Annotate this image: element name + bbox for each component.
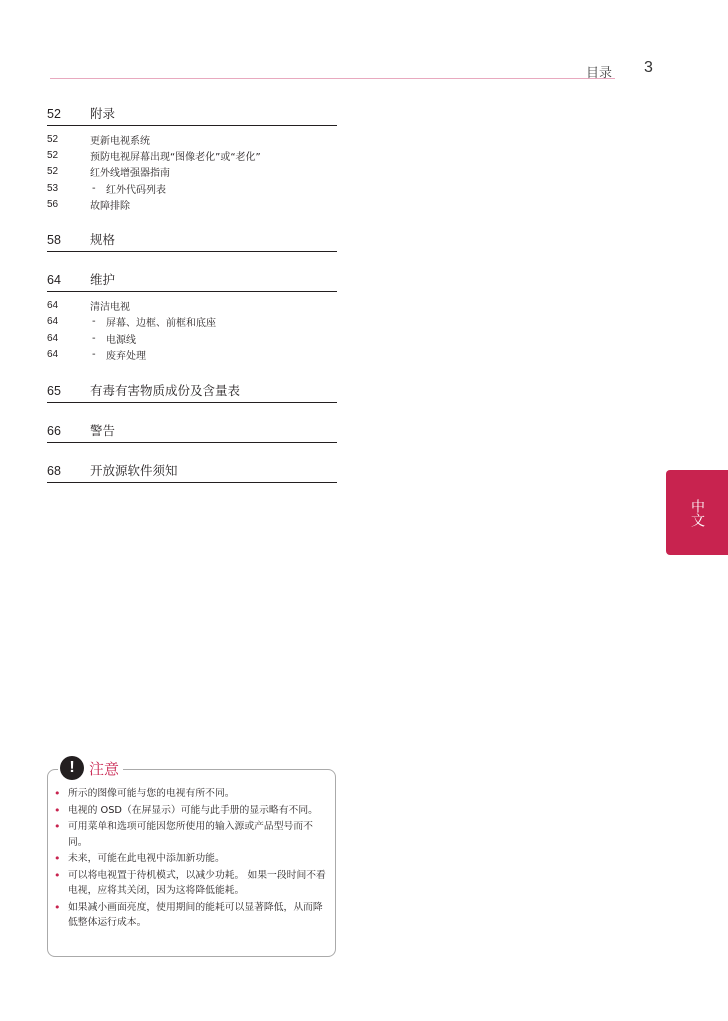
- toc-entry-page: 64: [47, 316, 59, 328]
- note-header: [58, 756, 123, 780]
- toc-entry-page: 52: [47, 133, 59, 145]
- toc-section-title: 规格: [90, 232, 116, 248]
- section-gap: [47, 403, 337, 421]
- toc-entry[interactable]: [47, 330, 337, 346]
- toc-entry[interactable]: [47, 147, 337, 163]
- toc-entry-page: 64: [47, 349, 59, 361]
- section-gap: [47, 363, 337, 381]
- sub-entry-dash: -: [92, 349, 96, 361]
- note-item: • 所示的图像可能与您的电视有所不同。: [54, 786, 326, 802]
- note-title: 注意: [89, 759, 120, 778]
- toc-entries: [47, 292, 337, 362]
- toc-section-title: 维护: [90, 272, 116, 288]
- toc-entry-page: 53: [47, 182, 59, 194]
- toc-section-page: 65: [47, 383, 61, 398]
- note-list: [54, 786, 326, 932]
- toc-entry-page: 64: [47, 332, 59, 344]
- toc-section: [47, 270, 337, 362]
- toc-section-page: 58: [47, 233, 61, 248]
- section-gap: [47, 212, 337, 230]
- toc-section-title: 附录: [90, 106, 116, 121]
- sub-entry-dash: -: [92, 332, 96, 344]
- table-of-contents: [47, 104, 337, 483]
- toc-section-title: 警告: [90, 422, 116, 438]
- toc-section: [47, 421, 337, 443]
- language-tab[interactable]: [666, 470, 728, 555]
- language-tab-label: 中文: [689, 498, 705, 527]
- toc-entry-title: 屏幕、边框、前框和底座: [106, 318, 216, 330]
- toc-section-page: 64: [47, 273, 61, 288]
- sub-entry-dash: -: [92, 316, 96, 328]
- toc-entry-title: 废弃处理: [106, 351, 146, 363]
- toc-section-heading[interactable]: [47, 230, 337, 252]
- note-item: • 如果减小画面亮度，使用期间的能耗可以显著降低，从而降低整体运行成本。: [54, 900, 326, 931]
- toc-entry-page: 52: [47, 166, 59, 178]
- toc-section: [47, 230, 337, 252]
- note-item: • 可以将电视置于待机模式，以减少功耗。 如果一段时间不看电视，应将其关闭，因为这将降低能耗。: [54, 868, 326, 899]
- toc-section: [47, 461, 337, 483]
- toc-entry-page: 64: [47, 300, 59, 312]
- toc-section-heading[interactable]: [47, 421, 337, 443]
- toc-section-title: 开放源软件须知: [90, 462, 178, 478]
- toc-entry-page: 52: [47, 149, 59, 161]
- toc-entry-title: 电源线: [106, 334, 136, 346]
- toc-entry-title: 红外代码列表: [106, 184, 166, 196]
- toc-section: [47, 381, 337, 403]
- toc-entry[interactable]: [47, 297, 337, 313]
- toc-entry-title: 红外线增强器指南: [90, 168, 170, 180]
- note-item: • 电视的 OSD（在屏显示）可能与此手册的显示略有不同。: [54, 803, 326, 819]
- exclamation-icon: !: [60, 756, 84, 780]
- page-number: 3: [644, 59, 653, 76]
- header-title: 目录: [586, 66, 613, 81]
- toc-entry[interactable]: [47, 164, 337, 180]
- toc-entry-title: 清洁电视: [90, 302, 130, 314]
- toc-entry-page: 56: [47, 198, 59, 210]
- toc-entry[interactable]: [47, 314, 337, 330]
- toc-entry[interactable]: [47, 131, 337, 147]
- toc-section-heading[interactable]: [47, 104, 337, 126]
- toc-section-page: 66: [47, 423, 61, 438]
- toc-entry[interactable]: [47, 180, 337, 196]
- toc-section-page: 52: [47, 107, 61, 121]
- toc-entry[interactable]: [47, 196, 337, 212]
- toc-section-heading[interactable]: [47, 270, 337, 292]
- sub-entry-dash: -: [92, 182, 96, 194]
- toc-entry-title: 预防电视屏幕出现“图像老化”或“老化”: [90, 151, 261, 163]
- toc-entry[interactable]: [47, 346, 337, 362]
- header-divider: [50, 78, 615, 79]
- section-gap: [47, 443, 337, 461]
- toc-section-page: 68: [47, 463, 61, 478]
- toc-entry-title: 更新电视系统: [90, 135, 150, 147]
- note-item: • 未来，可能在此电视中添加新功能。: [54, 851, 326, 867]
- toc-section-heading[interactable]: [47, 461, 337, 483]
- toc-section: [47, 104, 337, 212]
- toc-entry-title: 故障排除: [90, 200, 130, 212]
- note-item: • 可用菜单和选项可能因您所使用的输入源或产品型号而不同。: [54, 819, 326, 850]
- toc-section-title: 有毒有害物质成份及含量表: [90, 382, 241, 398]
- toc-section-heading[interactable]: [47, 381, 337, 403]
- toc-entries: [47, 126, 337, 212]
- section-gap: [47, 252, 337, 270]
